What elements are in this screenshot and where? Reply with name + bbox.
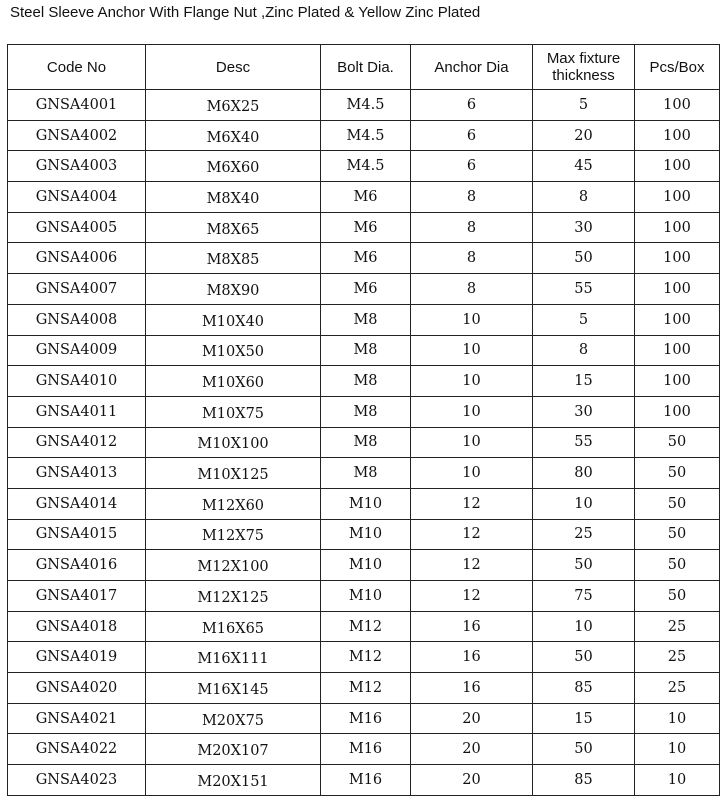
bolt-dia-cell: M4.5 [321, 90, 411, 121]
desc-cell: M12X60 [146, 488, 321, 519]
code-no-cell: GNSA4010 [8, 366, 146, 397]
anchor-dia-cell: 12 [411, 581, 533, 612]
anchor-dia-cell: 20 [411, 703, 533, 734]
bolt-dia-cell: M8 [321, 427, 411, 458]
anchor-dia-cell: 10 [411, 458, 533, 489]
table-row [8, 673, 720, 704]
code-no-cell: GNSA4011 [8, 396, 146, 427]
table-body [8, 90, 720, 796]
pcs-per-box-cell: 100 [635, 212, 720, 243]
max-fixture-thickness-cell: 5 [533, 90, 635, 121]
anchor-dia-cell: 10 [411, 335, 533, 366]
code-no-cell: GNSA4013 [8, 458, 146, 489]
table-row [8, 274, 720, 305]
desc-cell: M20X75 [146, 703, 321, 734]
column-header-code-no: Code No [8, 45, 146, 90]
anchor-dia-cell: 12 [411, 488, 533, 519]
code-no-cell: GNSA4020 [8, 673, 146, 704]
anchor-dia-cell: 12 [411, 550, 533, 581]
bolt-dia-cell: M10 [321, 581, 411, 612]
desc-cell: M6X40 [146, 120, 321, 151]
table-row [8, 366, 720, 397]
anchor-dia-cell: 8 [411, 243, 533, 274]
anchor-dia-cell: 20 [411, 734, 533, 765]
desc-cell: M10X40 [146, 304, 321, 335]
pcs-per-box-cell: 25 [635, 642, 720, 673]
bolt-dia-cell: M4.5 [321, 151, 411, 182]
bolt-dia-cell: M12 [321, 642, 411, 673]
code-no-cell: GNSA4009 [8, 335, 146, 366]
bolt-dia-cell: M12 [321, 673, 411, 704]
pcs-per-box-cell: 50 [635, 488, 720, 519]
max-fixture-thickness-cell: 25 [533, 519, 635, 550]
desc-cell: M8X65 [146, 212, 321, 243]
code-no-cell: GNSA4005 [8, 212, 146, 243]
desc-cell: M8X90 [146, 274, 321, 305]
code-no-cell: GNSA4016 [8, 550, 146, 581]
pcs-per-box-cell: 100 [635, 120, 720, 151]
anchor-dia-cell: 8 [411, 182, 533, 213]
max-fixture-thickness-cell: 85 [533, 673, 635, 704]
anchor-dia-cell: 10 [411, 366, 533, 397]
max-fixture-thickness-cell: 8 [533, 335, 635, 366]
pcs-per-box-cell: 25 [635, 673, 720, 704]
desc-cell: M10X60 [146, 366, 321, 397]
anchor-dia-cell: 12 [411, 519, 533, 550]
anchor-dia-cell: 8 [411, 274, 533, 305]
code-no-cell: GNSA4008 [8, 304, 146, 335]
table-row [8, 734, 720, 765]
max-fixture-thickness-cell: 50 [533, 734, 635, 765]
column-header-desc: Desc [146, 45, 321, 90]
bolt-dia-cell: M8 [321, 304, 411, 335]
column-header-pcs-per-box: Pcs/Box [635, 45, 720, 90]
pcs-per-box-cell: 10 [635, 765, 720, 796]
table-row [8, 703, 720, 734]
anchor-dia-cell: 10 [411, 427, 533, 458]
desc-cell: M20X107 [146, 734, 321, 765]
max-fixture-thickness-cell: 20 [533, 120, 635, 151]
table-row [8, 458, 720, 489]
bolt-dia-cell: M6 [321, 182, 411, 213]
max-fixture-thickness-cell: 55 [533, 274, 635, 305]
code-no-cell: GNSA4019 [8, 642, 146, 673]
bolt-dia-cell: M16 [321, 734, 411, 765]
code-no-cell: GNSA4007 [8, 274, 146, 305]
table-row [8, 243, 720, 274]
table-row [8, 90, 720, 121]
table-row [8, 151, 720, 182]
max-fixture-thickness-cell: 30 [533, 212, 635, 243]
max-fixture-thickness-cell: 10 [533, 488, 635, 519]
anchor-dia-cell: 16 [411, 673, 533, 704]
pcs-per-box-cell: 100 [635, 335, 720, 366]
desc-cell: M8X40 [146, 182, 321, 213]
code-no-cell: GNSA4002 [8, 120, 146, 151]
pcs-per-box-cell: 50 [635, 519, 720, 550]
code-no-cell: GNSA4017 [8, 581, 146, 612]
desc-cell: M12X100 [146, 550, 321, 581]
anchor-dia-cell: 16 [411, 642, 533, 673]
bolt-dia-cell: M8 [321, 366, 411, 397]
bolt-dia-cell: M16 [321, 703, 411, 734]
desc-cell: M10X50 [146, 335, 321, 366]
bolt-dia-cell: M16 [321, 765, 411, 796]
table-row [8, 396, 720, 427]
max-fixture-thickness-cell: 80 [533, 458, 635, 489]
bolt-dia-cell: M6 [321, 212, 411, 243]
page-title: Steel Sleeve Anchor With Flange Nut ,Zinc Plated & Yellow Zinc Plated [10, 4, 481, 21]
table-row [8, 182, 720, 213]
anchor-dia-cell: 6 [411, 151, 533, 182]
code-no-cell: GNSA4001 [8, 90, 146, 121]
pcs-per-box-cell: 50 [635, 427, 720, 458]
table-row [8, 581, 720, 612]
column-header-max-fixture-thickness: Max fixture thickness [533, 45, 635, 90]
bolt-dia-cell: M10 [321, 519, 411, 550]
max-fixture-thickness-cell: 45 [533, 151, 635, 182]
code-no-cell: GNSA4003 [8, 151, 146, 182]
desc-cell: M6X60 [146, 151, 321, 182]
table-row [8, 611, 720, 642]
max-fixture-thickness-cell: 10 [533, 611, 635, 642]
max-fixture-thickness-cell: 15 [533, 703, 635, 734]
table-row [8, 488, 720, 519]
bolt-dia-cell: M8 [321, 458, 411, 489]
pcs-per-box-cell: 50 [635, 581, 720, 612]
max-fixture-thickness-cell: 85 [533, 765, 635, 796]
table-header-row [8, 45, 720, 90]
anchor-dia-cell: 8 [411, 212, 533, 243]
anchor-dia-cell: 16 [411, 611, 533, 642]
code-no-cell: GNSA4004 [8, 182, 146, 213]
max-fixture-thickness-cell: 50 [533, 243, 635, 274]
max-fixture-thickness-cell: 5 [533, 304, 635, 335]
max-fixture-thickness-cell: 55 [533, 427, 635, 458]
max-fixture-thickness-cell: 8 [533, 182, 635, 213]
max-fixture-thickness-cell: 50 [533, 642, 635, 673]
code-no-cell: GNSA4015 [8, 519, 146, 550]
table-row [8, 120, 720, 151]
table-row [8, 212, 720, 243]
max-fixture-thickness-cell: 15 [533, 366, 635, 397]
max-fixture-thickness-cell: 75 [533, 581, 635, 612]
desc-cell: M16X145 [146, 673, 321, 704]
desc-cell: M20X151 [146, 765, 321, 796]
pcs-per-box-cell: 100 [635, 151, 720, 182]
bolt-dia-cell: M10 [321, 550, 411, 581]
anchor-dia-cell: 10 [411, 396, 533, 427]
table-row [8, 335, 720, 366]
code-no-cell: GNSA4014 [8, 488, 146, 519]
bolt-dia-cell: M12 [321, 611, 411, 642]
table-row [8, 765, 720, 796]
anchor-dia-cell: 20 [411, 765, 533, 796]
desc-cell: M8X85 [146, 243, 321, 274]
anchor-dia-cell: 6 [411, 120, 533, 151]
desc-cell: M16X65 [146, 611, 321, 642]
desc-cell: M10X75 [146, 396, 321, 427]
desc-cell: M10X125 [146, 458, 321, 489]
column-header-bolt-dia: Bolt Dia. [321, 45, 411, 90]
anchor-dia-cell: 10 [411, 304, 533, 335]
pcs-per-box-cell: 100 [635, 243, 720, 274]
code-no-cell: GNSA4006 [8, 243, 146, 274]
table-row [8, 427, 720, 458]
table-row [8, 550, 720, 581]
bolt-dia-cell: M6 [321, 274, 411, 305]
code-no-cell: GNSA4012 [8, 427, 146, 458]
bolt-dia-cell: M6 [321, 243, 411, 274]
pcs-per-box-cell: 100 [635, 396, 720, 427]
desc-cell: M10X100 [146, 427, 321, 458]
max-fixture-thickness-cell: 50 [533, 550, 635, 581]
max-fixture-thickness-cell: 30 [533, 396, 635, 427]
bolt-dia-cell: M10 [321, 488, 411, 519]
column-header-anchor-dia: Anchor Dia [411, 45, 533, 90]
code-no-cell: GNSA4018 [8, 611, 146, 642]
code-no-cell: GNSA4022 [8, 734, 146, 765]
pcs-per-box-cell: 10 [635, 703, 720, 734]
table-row [8, 304, 720, 335]
code-no-cell: GNSA4023 [8, 765, 146, 796]
bolt-dia-cell: M8 [321, 396, 411, 427]
desc-cell: M12X75 [146, 519, 321, 550]
anchor-spec-table [7, 44, 720, 796]
pcs-per-box-cell: 100 [635, 90, 720, 121]
pcs-per-box-cell: 100 [635, 366, 720, 397]
pcs-per-box-cell: 100 [635, 182, 720, 213]
table-row [8, 642, 720, 673]
pcs-per-box-cell: 50 [635, 458, 720, 489]
code-no-cell: GNSA4021 [8, 703, 146, 734]
anchor-dia-cell: 6 [411, 90, 533, 121]
pcs-per-box-cell: 100 [635, 274, 720, 305]
desc-cell: M6X25 [146, 90, 321, 121]
desc-cell: M16X111 [146, 642, 321, 673]
bolt-dia-cell: M8 [321, 335, 411, 366]
pcs-per-box-cell: 25 [635, 611, 720, 642]
desc-cell: M12X125 [146, 581, 321, 612]
pcs-per-box-cell: 10 [635, 734, 720, 765]
bolt-dia-cell: M4.5 [321, 120, 411, 151]
pcs-per-box-cell: 50 [635, 550, 720, 581]
pcs-per-box-cell: 100 [635, 304, 720, 335]
table-row [8, 519, 720, 550]
